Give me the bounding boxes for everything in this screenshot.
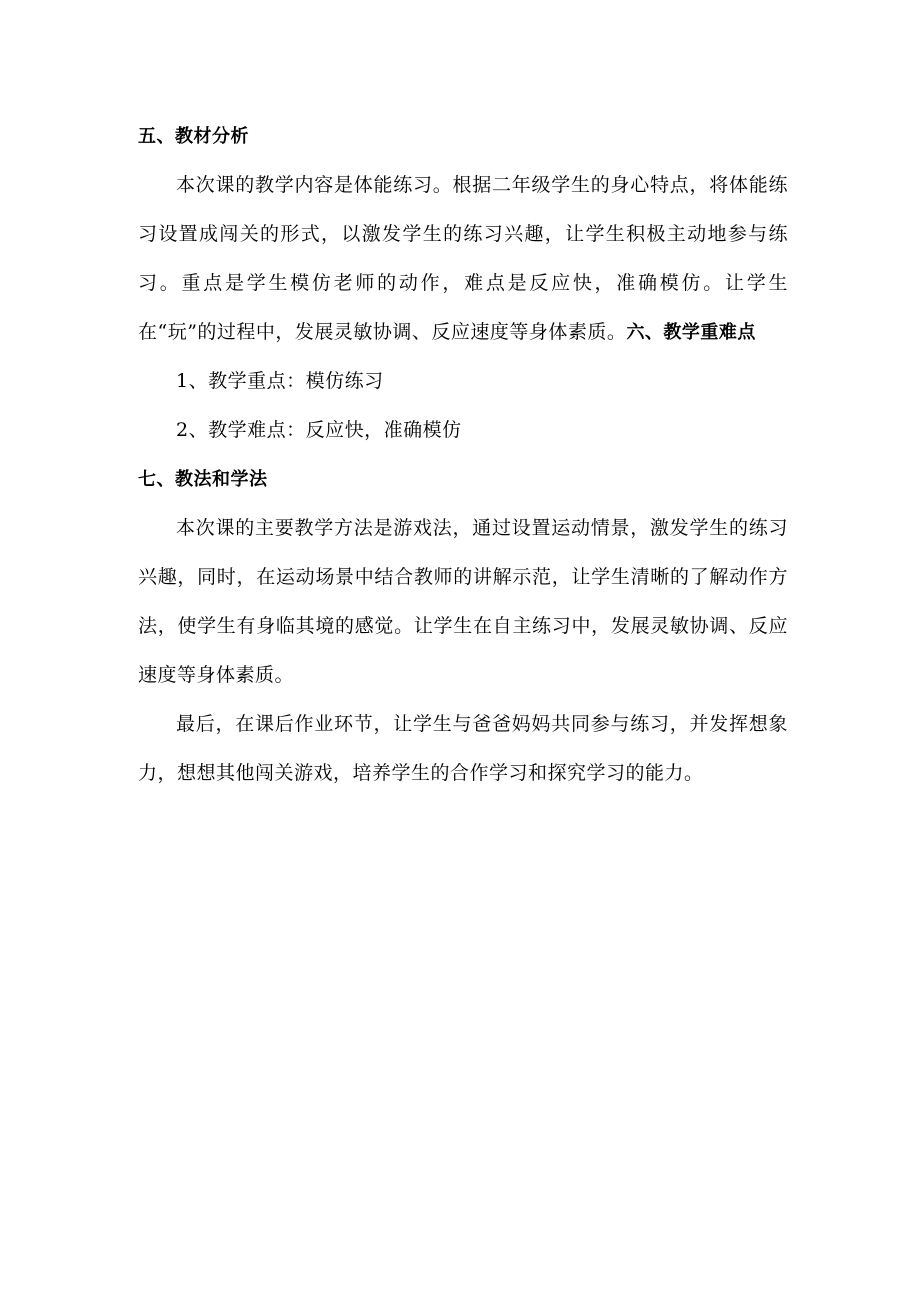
section-7-paragraph-2: 最后，在课后作业环节，让学生与爸爸妈妈共同参与练习，并发挥想象力，想想其他闯关游戏，培养学生的合作学习和探究学习的能力。 bbox=[138, 713, 788, 784]
section-6-item-2: 2、教学难点：反应快，准确模仿 bbox=[176, 419, 462, 441]
section-7-heading: 七、教法和学法 bbox=[138, 469, 268, 490]
section-5-text: 本次课的教学内容是体能练习。根据二年级学生的身心特点，将体能练习设置成闯关的形式，以激发学生的练习兴趣，让学生积极主动地参与练习。重点是学生模仿老师的动作，难点是反应快，准确模仿。让学生在“玩”的过程中，发展灵敏协调、反应速度等身体素质。 bbox=[138, 174, 788, 343]
section-7-paragraph-1: 本次课的主要教学方法是游戏法，通过设置运动情景，激发学生的练习兴趣，同时，在运动场景中结合教师的讲解示范，让学生清晰的了解动作方法，使学生有身临其境的感觉。让学生在自主练习中，发展灵敏协调、反应速度等身体素质。 bbox=[138, 517, 788, 686]
section-6-heading: 六、教学重难点 bbox=[626, 322, 756, 343]
section-6-item-1: 1、教学重点：模仿练习 bbox=[176, 370, 384, 392]
section-5-heading: 五、教材分析 bbox=[138, 126, 249, 147]
section-5-paragraph bbox=[138, 161, 788, 357]
document-page bbox=[138, 112, 788, 798]
